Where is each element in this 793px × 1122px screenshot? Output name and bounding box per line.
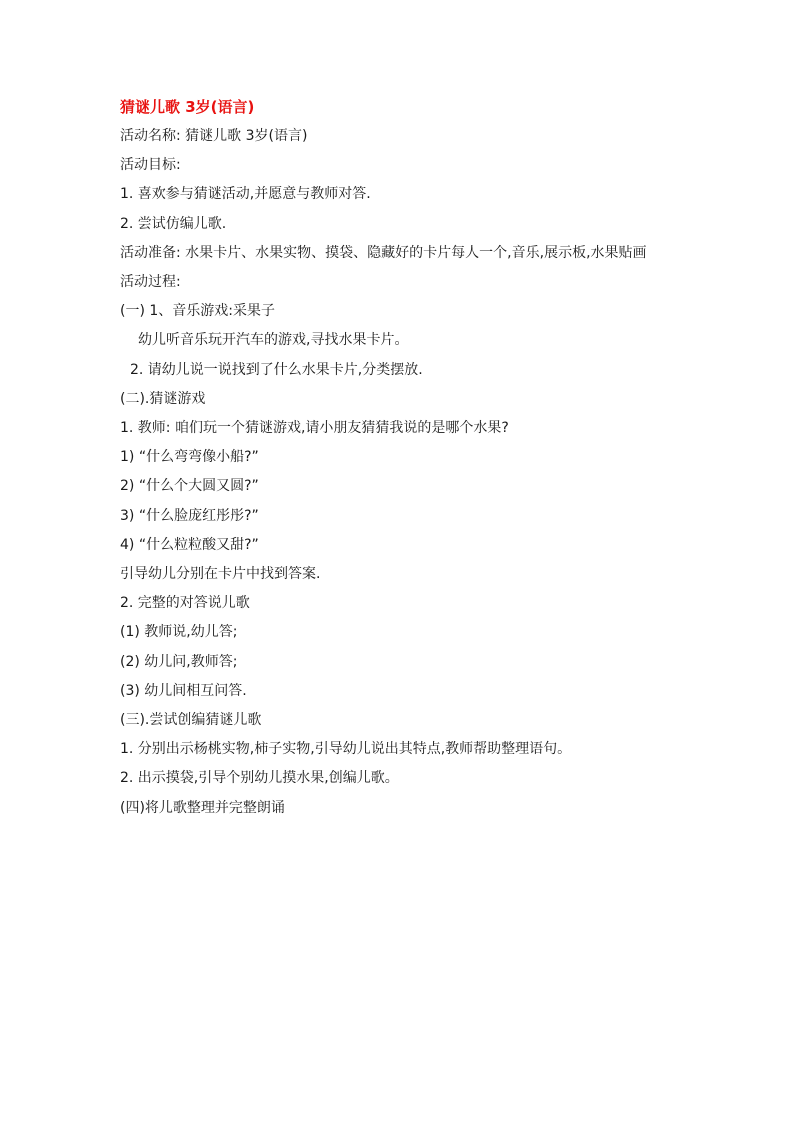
section-one-step-1: 幼儿听音乐玩开汽车的游戏,寻找水果卡片。	[138, 332, 409, 349]
section-two-step-2: 2. 完整的对答说儿歌	[120, 595, 250, 612]
section-three-step-1: 1. 分别出示杨桃实物,柿子实物,引导幼儿说出其特点,教师帮助整理语句。	[120, 741, 572, 758]
dialogue-item-1: (1) 教师说,幼儿答;	[120, 624, 238, 641]
riddle-item-4: 4) “什么粒粒酸又甜?”	[120, 536, 259, 553]
section-four-heading: (四)将儿歌整理并完整朗诵	[120, 799, 285, 816]
activity-preparation-line: 活动准备: 水果卡片、水果实物、摸袋、隐藏好的卡片每人一个,音乐,展示板,水果贴画	[120, 244, 647, 261]
document-title: 猜谜儿歌 3岁(语言)	[120, 98, 255, 116]
section-two-heading: (二).猜谜游戏	[120, 390, 206, 407]
activity-name-line: 活动名称: 猜谜儿歌 3岁(语言)	[120, 128, 308, 144]
document-body	[120, 93, 680, 823]
section-three-step-2: 2. 出示摸袋,引导个别幼儿摸水果,创编儿歌。	[120, 770, 399, 787]
goal-item-1: 1. 喜欢参与猜谜活动,并愿意与教师对答.	[120, 186, 371, 203]
goal-item-2: 2. 尝试仿编儿歌.	[120, 215, 227, 232]
dialogue-item-2: (2) 幼儿问,教师答;	[120, 653, 238, 670]
riddle-item-1: 1) “什么弯弯像小船?”	[120, 449, 259, 466]
section-two-step-1: 1. 教师: 咱们玩一个猜谜游戏,请小朋友猜猜我说的是哪个水果?	[120, 420, 509, 437]
riddle-item-3: 3) “什么脸庞红彤彤?”	[120, 507, 259, 524]
activity-process-heading: 活动过程:	[120, 274, 181, 291]
section-one-heading: (一) 1、音乐游戏:采果子	[120, 303, 275, 320]
section-three-heading: (三).尝试创编猜谜儿歌	[120, 712, 262, 729]
section-one-step-2: 2. 请幼儿说一说找到了什么水果卡片,分类摆放.	[130, 361, 423, 378]
guide-answers-line: 引导幼儿分别在卡片中找到答案.	[120, 566, 321, 583]
dialogue-item-3: (3) 幼儿间相互问答.	[120, 682, 247, 699]
riddle-item-2: 2) “什么个大圆又圆?”	[120, 478, 259, 495]
activity-goals-heading: 活动目标:	[120, 157, 181, 174]
